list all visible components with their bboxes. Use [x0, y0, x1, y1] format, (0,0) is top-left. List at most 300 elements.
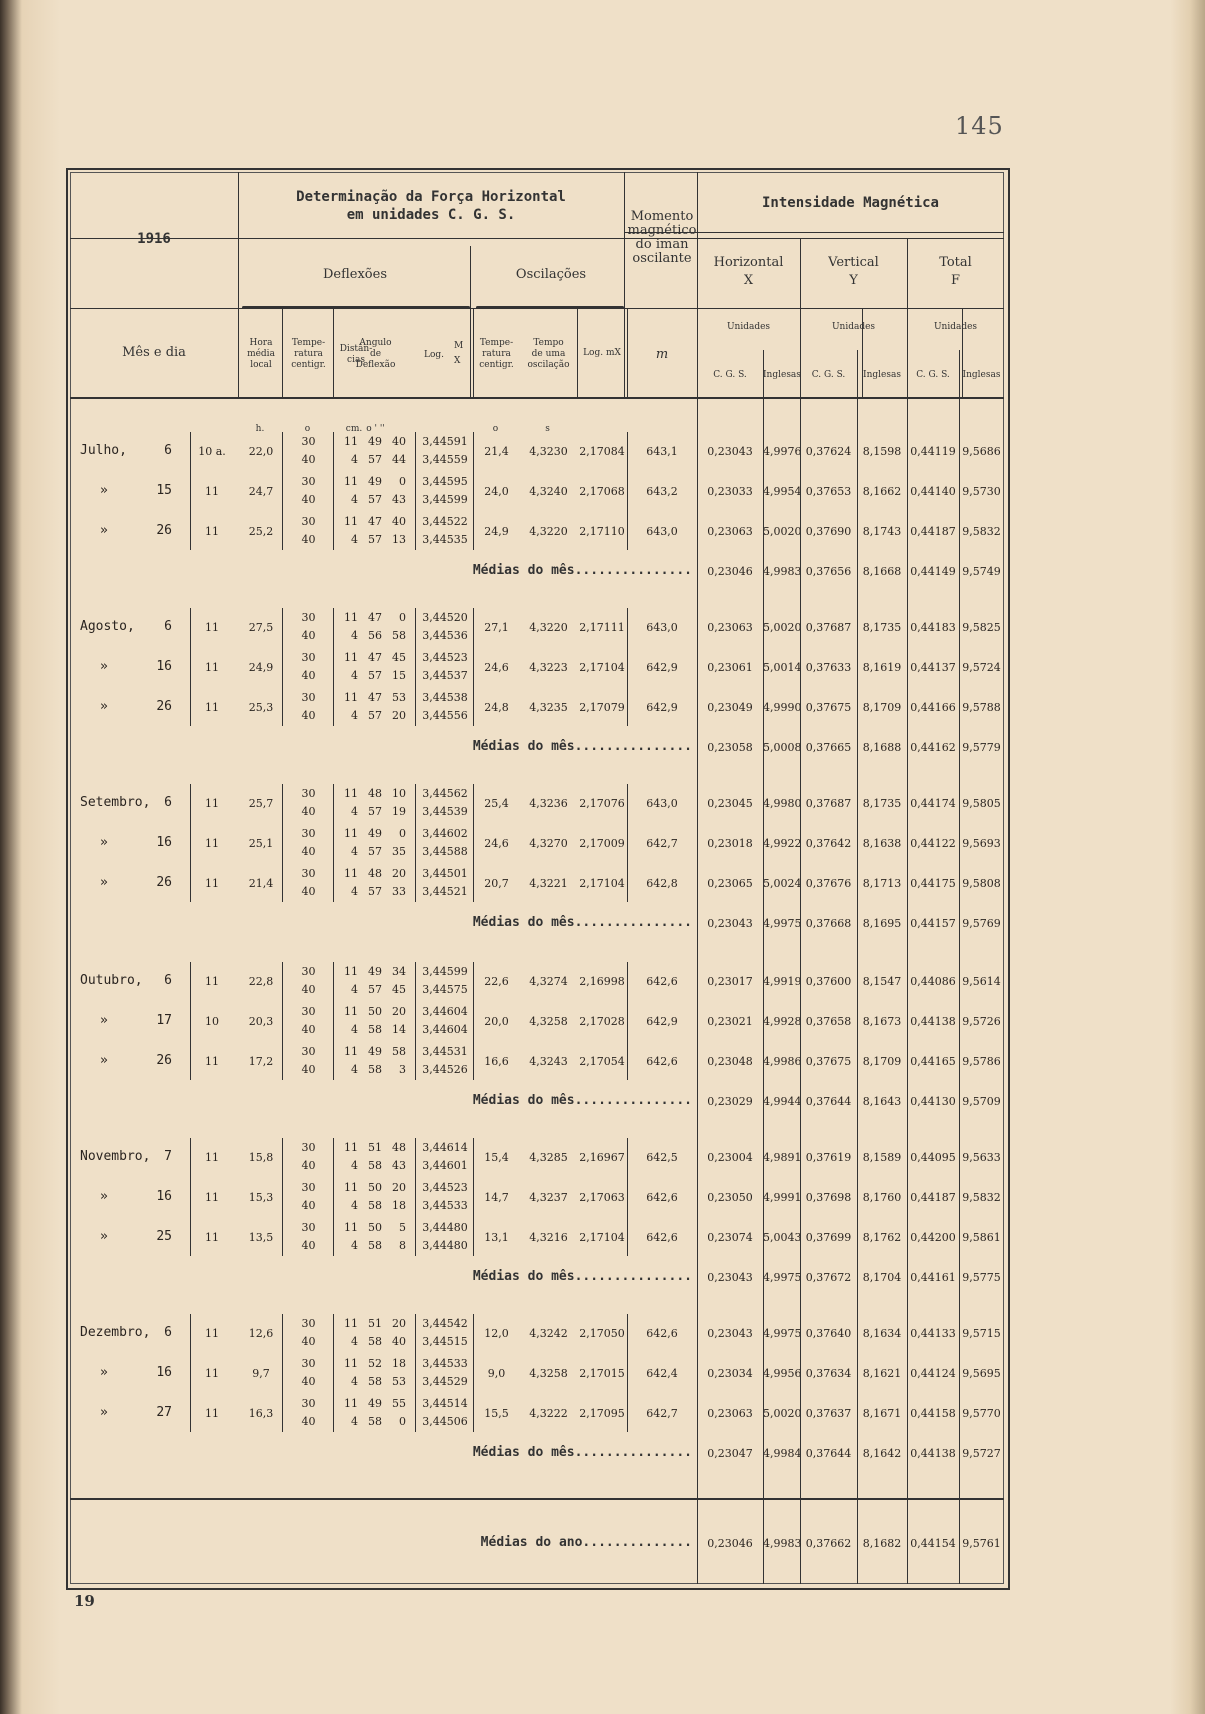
ang-min-a: 47 [368, 611, 382, 624]
logmx: 2,17028 [579, 1015, 625, 1028]
temp: 25,2 [248, 525, 274, 538]
logmx: 2,16967 [579, 1151, 625, 1164]
logmx: 2,17054 [579, 1055, 625, 1068]
day: 6 [164, 973, 172, 988]
temp2: 24,0 [484, 485, 509, 498]
x-cgs: 0,23048 [707, 1055, 753, 1068]
ditto-mark: » [100, 523, 108, 538]
rule-v-defl-osc [470, 246, 471, 397]
temp: 27,5 [248, 621, 274, 634]
temp2: 24,6 [484, 837, 509, 850]
ang-deg-b: 4 [351, 1335, 358, 1348]
ang-deg-b: 4 [351, 885, 358, 898]
f-cgs: 0,44165 [910, 1055, 956, 1068]
ang-deg-a: 11 [344, 1045, 358, 1058]
x-cgs: 0,23021 [707, 1015, 753, 1028]
ang-deg-b: 4 [351, 1375, 358, 1388]
x-ing: 5,0043 [763, 1231, 802, 1244]
log-b: 3,44599 [422, 493, 468, 506]
y-ing: 8,1762 [862, 1231, 902, 1244]
ang-min-a: 48 [368, 787, 382, 800]
day: 6 [164, 443, 172, 458]
ang-deg-b: 4 [351, 1159, 358, 1172]
ang-sec-b: 3 [399, 1063, 406, 1076]
dist-a: 30 [301, 435, 316, 448]
day: 16 [156, 1189, 172, 1204]
unidades-f: Unidades [933, 322, 978, 332]
f-ing: 9,5695 [962, 1367, 1001, 1380]
logmx: 2,17104 [579, 661, 625, 674]
logmx: 2,17104 [579, 877, 625, 890]
ang-deg-b: 4 [351, 1415, 358, 1428]
f-ing: 9,5805 [962, 797, 1001, 810]
media-x-cgs: 0,23043 [707, 917, 753, 930]
tempo: 4,3270 [529, 837, 568, 850]
x-cgs: 0,23063 [707, 621, 753, 634]
x-ing: 5,0024 [763, 877, 802, 890]
ang-min-b: 57 [368, 533, 382, 546]
ang-deg-a: 11 [344, 691, 358, 704]
dist-b: 40 [301, 453, 316, 466]
f-ing: 9,5832 [962, 525, 1001, 538]
media-x-cgs: 0,23029 [707, 1095, 753, 1108]
ano-y-ing: 8,1682 [862, 1537, 902, 1550]
log-a: 3,44538 [422, 691, 468, 704]
log-b: 3,44521 [422, 885, 468, 898]
ang-deg-a: 11 [344, 827, 358, 840]
logmx: 2,17050 [579, 1327, 625, 1340]
unit-hora: h. [255, 424, 265, 434]
day: 15 [156, 483, 172, 498]
media-y-cgs: 0,37644 [805, 1095, 852, 1108]
month-name: Julho, [80, 443, 127, 458]
day: 26 [156, 1053, 172, 1068]
cgs-x: C. G. S. [713, 370, 747, 380]
dist-a: 30 [301, 1317, 316, 1330]
tempo-label-0: Tempo [533, 338, 564, 348]
log-b: 3,44539 [422, 805, 468, 818]
ang-deg-a: 11 [344, 1141, 358, 1154]
y-ing: 8,1760 [862, 1191, 902, 1204]
f-ing: 9,5786 [962, 1055, 1001, 1068]
ang-deg-a: 11 [344, 1221, 358, 1234]
x-ing: 4,9928 [763, 1015, 802, 1028]
f-cgs: 0,44095 [910, 1151, 956, 1164]
x-ing: 4,9954 [763, 485, 802, 498]
media-x-ing: 4,9984 [763, 1447, 802, 1460]
rule-v-block-day [190, 1138, 191, 1256]
deflexoes-label: Deflexões [322, 267, 387, 282]
log-a: 3,44514 [422, 1397, 468, 1410]
rule-v-intensity-col [959, 397, 960, 1584]
y-ing: 8,1735 [862, 797, 902, 810]
momento: 642,6 [646, 1327, 678, 1340]
dist-b: 40 [301, 1415, 316, 1428]
hour: 11 [205, 525, 219, 538]
f-cgs: 0,44166 [910, 701, 956, 714]
rule-header-c [70, 397, 1004, 399]
log-a: 3,44562 [422, 787, 468, 800]
temp2: 15,4 [484, 1151, 509, 1164]
y-cgs: 0,37698 [805, 1191, 852, 1204]
ang-min-b: 58 [368, 1415, 382, 1428]
hour: 11 [205, 1327, 219, 1340]
rule-v-block-ang [415, 1138, 416, 1256]
x-cgs: 0,23043 [707, 445, 753, 458]
rule-v-block-log [473, 1138, 474, 1256]
ang-min-a: 50 [368, 1221, 382, 1234]
dist-a: 30 [301, 651, 316, 664]
media-f-ing: 9,5709 [962, 1095, 1001, 1108]
dist-a: 30 [301, 611, 316, 624]
ang-deg-b: 4 [351, 983, 358, 996]
tempo: 4,3285 [529, 1151, 568, 1164]
rule-v-intensity-col [907, 397, 908, 1584]
m-label: m [655, 347, 669, 362]
f-ing: 9,5726 [962, 1015, 1001, 1028]
log-a: 3,44604 [422, 1005, 468, 1018]
temp2: 21,4 [484, 445, 509, 458]
dist-a: 30 [301, 965, 316, 978]
y-ing: 8,1713 [862, 877, 902, 890]
ang-sec-b: 33 [392, 885, 406, 898]
tempo-label-2: oscilação [527, 360, 570, 370]
y-cgs: 0,37634 [805, 1367, 852, 1380]
x-cgs: 0,23061 [707, 661, 753, 674]
temp: 25,1 [248, 837, 274, 850]
f-ing: 9,5686 [962, 445, 1001, 458]
ang-deg-b: 4 [351, 1023, 358, 1036]
rule-v-block-ang [415, 432, 416, 550]
log-b: 3,44588 [422, 845, 468, 858]
ang-min-a: 48 [368, 867, 382, 880]
y-cgs: 0,37658 [805, 1015, 852, 1028]
log-b: 3,44559 [422, 453, 468, 466]
temp1-label-2: centigr. [291, 360, 326, 370]
ang-sec-b: 20 [392, 709, 406, 722]
ang-sec-a: 55 [392, 1397, 406, 1410]
log-b: 3,44575 [422, 983, 468, 996]
ang-min-b: 58 [368, 1063, 382, 1076]
ang-min-b: 57 [368, 453, 382, 466]
hour: 10 [205, 1015, 219, 1028]
y-cgs: 0,37642 [805, 837, 852, 850]
ang-deg-b: 4 [351, 1199, 358, 1212]
log-b: 3,44535 [422, 533, 468, 546]
ang-min-a: 47 [368, 515, 382, 528]
ang-deg-a: 11 [344, 1317, 358, 1330]
momento: 642,6 [646, 1055, 678, 1068]
x-cgs: 0,23045 [707, 797, 753, 810]
temp: 13,5 [248, 1231, 274, 1244]
f-cgs: 0,44086 [910, 975, 956, 988]
temp2: 24,6 [484, 661, 509, 674]
distancias-label-1: cias [347, 355, 365, 365]
log-b: 3,44604 [422, 1023, 468, 1036]
rule-v-block-log [473, 962, 474, 1080]
ang-deg-b: 4 [351, 493, 358, 506]
ang-deg-a: 11 [344, 965, 358, 978]
day: 26 [156, 699, 172, 714]
f-cgs: 0,44174 [910, 797, 956, 810]
rule-v-block-temp [333, 784, 334, 902]
ing-y: Inglesas [863, 370, 901, 380]
tempo: 4,3237 [529, 1191, 568, 1204]
y-ing: 8,1598 [862, 445, 902, 458]
dist-a: 30 [301, 515, 316, 528]
hour: 11 [205, 1151, 219, 1164]
media-x-cgs: 0,23058 [707, 741, 753, 754]
rule-v-block-day [190, 962, 191, 1080]
log-b: 3,44536 [422, 629, 468, 642]
rule-v-block-ang [415, 784, 416, 902]
temp: 25,3 [248, 701, 274, 714]
oscilacoes-label: Oscilações [515, 267, 587, 282]
f-ing: 9,5724 [962, 661, 1001, 674]
momento: 642,5 [646, 1151, 678, 1164]
y-cgs: 0,37687 [805, 621, 852, 634]
momento: 643,1 [646, 445, 678, 458]
media-x-ing: 4,9944 [763, 1095, 802, 1108]
media-y-cgs: 0,37665 [805, 741, 852, 754]
momento: 642,6 [646, 1231, 678, 1244]
unidades-x: Unidades [726, 322, 771, 332]
intensidade-label: Intensidade Magnética [761, 195, 939, 211]
momento: 642,9 [646, 701, 678, 714]
x-ing: 4,9990 [763, 701, 802, 714]
rule-v-temp [333, 308, 334, 397]
ang-min-b: 58 [368, 1199, 382, 1212]
ang-sec-a: 10 [392, 787, 406, 800]
log-b: 3,44480 [422, 1239, 468, 1252]
dist-a: 30 [301, 475, 316, 488]
media-y-cgs: 0,37644 [805, 1447, 852, 1460]
dist-b: 40 [301, 1159, 316, 1172]
oscilacoes-brace [476, 306, 624, 309]
ang-min-b: 57 [368, 669, 382, 682]
logmx: 2,16998 [579, 975, 625, 988]
momento: 642,4 [646, 1367, 678, 1380]
rule-v-block-day [190, 1314, 191, 1432]
ditto-mark: » [100, 1229, 108, 1244]
tempo-label-1: de uma [531, 349, 566, 359]
ano-f-ing: 9,5761 [962, 1537, 1001, 1550]
log-a: 3,44595 [422, 475, 468, 488]
dist-b: 40 [301, 629, 316, 642]
y-cgs: 0,37653 [805, 485, 852, 498]
ang-sec-a: 34 [392, 965, 406, 978]
angulo-label-0: Angulo [359, 338, 392, 348]
media-x-ing: 4,9983 [763, 565, 802, 578]
ditto-mark: » [100, 1405, 108, 1420]
tempo: 4,3242 [529, 1327, 568, 1340]
day: 16 [156, 659, 172, 674]
ang-deg-a: 11 [344, 1005, 358, 1018]
logmx: 2,17076 [579, 797, 625, 810]
ang-deg-a: 11 [344, 867, 358, 880]
rule-v-block-hora [282, 432, 283, 550]
momento: 642,9 [646, 661, 678, 674]
logmx: 2,17111 [579, 621, 625, 634]
media-f-ing: 9,5775 [962, 1271, 1001, 1284]
unit-temp: o [304, 424, 311, 434]
dist-a: 30 [301, 1045, 316, 1058]
temp2: 9,0 [487, 1367, 506, 1380]
day: 16 [156, 1365, 172, 1380]
media-x-ing: 4,9975 [763, 917, 802, 930]
vertical-label-1: Y [849, 273, 858, 288]
media-x-ing: 5,0008 [763, 741, 802, 754]
ang-sec-a: 20 [392, 867, 406, 880]
ang-min-a: 49 [368, 965, 382, 978]
momento: 643,0 [646, 621, 678, 634]
tempo: 4,3230 [529, 445, 568, 458]
ang-sec-b: 0 [399, 1415, 406, 1428]
log-a: 3,44480 [422, 1221, 468, 1234]
ang-min-b: 57 [368, 983, 382, 996]
media-f-ing: 9,5779 [962, 741, 1001, 754]
ang-sec-a: 40 [392, 515, 406, 528]
media-f-cgs: 0,44157 [910, 917, 956, 930]
momento: 643,2 [646, 485, 678, 498]
ang-sec-b: 43 [392, 493, 406, 506]
log-b: 3,44556 [422, 709, 468, 722]
ditto-mark: » [100, 1053, 108, 1068]
temp: 21,4 [248, 877, 274, 890]
media-y-cgs: 0,37656 [805, 565, 852, 578]
log-b: 3,44526 [422, 1063, 468, 1076]
f-cgs: 0,44137 [910, 661, 956, 674]
dist-a: 30 [301, 867, 316, 880]
ditto-mark: » [100, 1189, 108, 1204]
log-a: 3,44602 [422, 827, 468, 840]
ditto-mark: » [100, 875, 108, 890]
temp: 12,6 [248, 1327, 274, 1340]
tempo: 4,3236 [529, 797, 568, 810]
media-f-ing: 9,5769 [962, 917, 1001, 930]
temp2: 27,1 [484, 621, 509, 634]
medias-do-mes-label: Médias do mês............... [472, 1093, 692, 1108]
rule-v-block-ang [415, 608, 416, 726]
medias-do-mes-label: Médias do mês............... [472, 739, 692, 754]
x-cgs: 0,23050 [707, 1191, 753, 1204]
f-cgs: 0,44119 [910, 445, 956, 458]
x-ing: 5,0014 [763, 661, 802, 674]
day: 16 [156, 835, 172, 850]
logmx-label: Log. mX [583, 348, 621, 358]
ang-sec-a: 20 [392, 1317, 406, 1330]
day: 7 [164, 1149, 172, 1164]
temp2-label-2: centigr. [479, 360, 514, 370]
y-cgs: 0,37619 [805, 1151, 852, 1164]
ang-sec-b: 8 [399, 1239, 406, 1252]
rule-v-block-hora [282, 962, 283, 1080]
f-cgs: 0,44183 [910, 621, 956, 634]
medias-do-mes-label: Médias do mês............... [472, 1445, 692, 1460]
total-label-0: Total [939, 255, 972, 270]
ang-min-b: 57 [368, 845, 382, 858]
f-cgs: 0,44138 [910, 1015, 956, 1028]
media-y-cgs: 0,37668 [805, 917, 852, 930]
month-name: Agosto, [80, 619, 135, 634]
distancias-label-0: Distân- [339, 344, 373, 354]
x-ing: 4,9919 [763, 975, 802, 988]
dist-a: 30 [301, 1141, 316, 1154]
logmx: 2,17084 [579, 445, 625, 458]
f-ing: 9,5730 [962, 485, 1001, 498]
temp2: 15,5 [484, 1407, 509, 1420]
temp2: 13,1 [484, 1231, 509, 1244]
y-cgs: 0,37690 [805, 525, 852, 538]
ang-deg-a: 11 [344, 1181, 358, 1194]
ang-sec-b: 44 [392, 453, 406, 466]
f-ing: 9,5788 [962, 701, 1001, 714]
hour: 11 [205, 1367, 219, 1380]
ang-sec-a: 40 [392, 435, 406, 448]
ang-min-a: 47 [368, 651, 382, 664]
temp: 9,7 [252, 1367, 270, 1380]
f-ing: 9,5715 [962, 1327, 1001, 1340]
y-ing: 8,1673 [862, 1015, 902, 1028]
ang-deg-b: 4 [351, 629, 358, 642]
dist-b: 40 [301, 1239, 316, 1252]
ang-deg-b: 4 [351, 453, 358, 466]
tempo: 4,3243 [529, 1055, 568, 1068]
rule-v-block-log [473, 432, 474, 550]
tempo: 4,3222 [529, 1407, 568, 1420]
ang-min-b: 58 [368, 1023, 382, 1036]
y-ing: 8,1662 [862, 485, 902, 498]
rule-v-block-temp [333, 608, 334, 726]
hour: 11 [205, 975, 219, 988]
ang-sec-a: 45 [392, 651, 406, 664]
log-b: 3,44537 [422, 669, 468, 682]
y-ing: 8,1621 [862, 1367, 902, 1380]
temp: 24,7 [248, 485, 274, 498]
dist-b: 40 [301, 709, 316, 722]
ang-sec-b: 19 [392, 805, 406, 818]
tempo: 4,3258 [529, 1367, 568, 1380]
media-x-cgs: 0,23047 [707, 1447, 753, 1460]
dist-a: 30 [301, 1221, 316, 1234]
temp2-label-0: Tempe- [479, 338, 514, 348]
momento: 642,6 [646, 975, 678, 988]
y-ing: 8,1638 [862, 837, 902, 850]
ang-min-a: 51 [368, 1141, 382, 1154]
angulo-label-2: Deflexão [355, 360, 396, 370]
momento-label-1: magnético [627, 223, 697, 238]
rule-v-hora [282, 308, 283, 397]
angulo-label-1: de [369, 349, 382, 359]
ano-x-cgs: 0,23046 [707, 1537, 753, 1550]
dist-b: 40 [301, 1335, 316, 1348]
ang-min-a: 49 [368, 1397, 382, 1410]
ang-min-b: 58 [368, 1239, 382, 1252]
ano-x-ing: 4,9983 [763, 1537, 802, 1550]
log-b: 3,44533 [422, 1199, 468, 1212]
horizontal-label-0: Horizontal [713, 255, 784, 270]
ang-min-a: 51 [368, 1317, 382, 1330]
temp: 15,8 [248, 1151, 274, 1164]
hour: 11 [205, 837, 219, 850]
momento: 642,7 [646, 837, 678, 850]
rule-v-log [473, 308, 474, 397]
ang-sec-a: 53 [392, 691, 406, 704]
ang-min-b: 56 [368, 629, 382, 642]
day: 6 [164, 1325, 172, 1340]
media-y-ing: 8,1688 [862, 741, 902, 754]
media-y-ing: 8,1642 [862, 1447, 902, 1460]
